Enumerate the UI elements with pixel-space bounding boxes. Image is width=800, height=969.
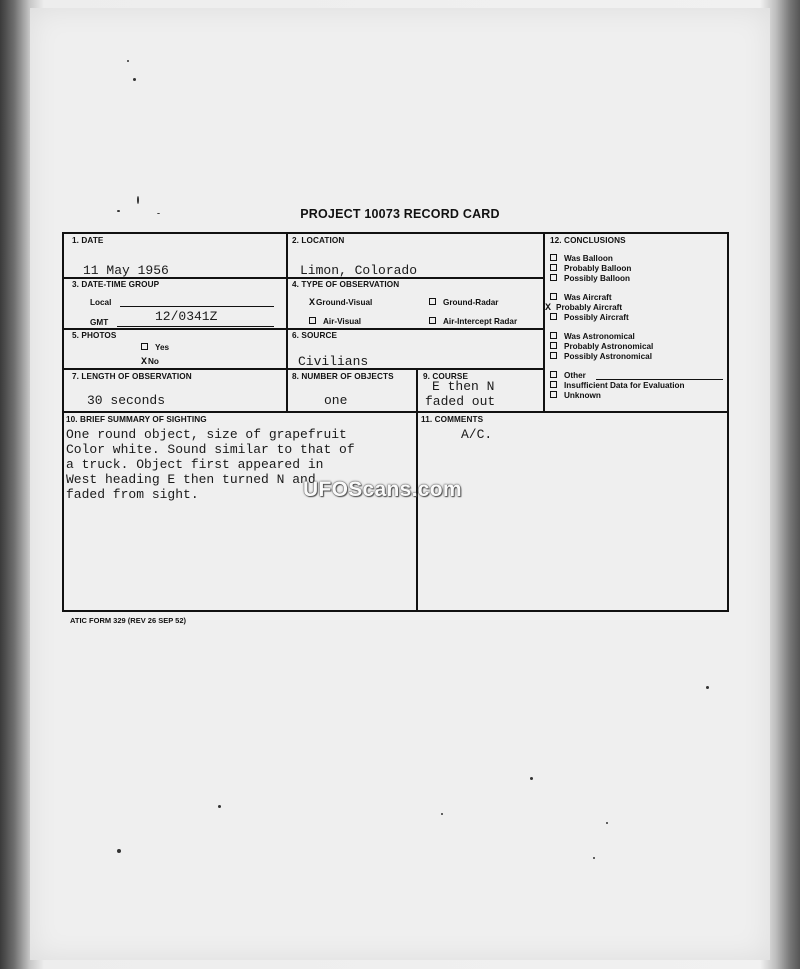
date-value: 11 May 1956 — [83, 263, 169, 278]
conclusion-text: Insufficient Data for Evaluation — [564, 381, 685, 390]
length-value: 30 seconds — [87, 393, 166, 408]
checkbox-icon — [550, 381, 557, 388]
photos-label: 5. PHOTOS — [72, 331, 117, 340]
option-ground-visual — [309, 298, 372, 309]
conclusion-text: Possibly Astronomical — [564, 352, 652, 361]
location-value: Limon, Colorado — [300, 263, 418, 278]
summary-line: West heading E then turned N and — [66, 472, 316, 487]
summary-line: Color white. Sound similar to that of — [66, 442, 355, 457]
comments-label: 11. COMMENTS — [421, 415, 484, 424]
conclusion-other — [550, 371, 586, 380]
dust-speck — [606, 822, 608, 824]
conclusion-text: Possibly Balloon — [564, 274, 630, 283]
source-value: Civilians — [298, 354, 369, 369]
option-air-intercept — [429, 317, 517, 326]
summary-line: One round object, size of grapefruit — [66, 427, 347, 442]
card-title: PROJECT 10073 RECORD CARD — [300, 207, 500, 221]
gmt-label: GMT — [90, 318, 109, 327]
air-visual-text: Air-Visual — [323, 317, 362, 326]
dust-speck — [530, 777, 533, 780]
divider — [286, 233, 288, 411]
option-photos-yes — [141, 343, 169, 352]
conclusions-label: 12. CONCLUSIONS — [550, 236, 626, 245]
checkbox-icon — [550, 371, 557, 378]
checkbox-icon — [309, 317, 316, 324]
dust-speck — [593, 857, 595, 859]
option-photos-no — [141, 357, 159, 368]
dust-speck — [218, 805, 221, 808]
checkbox-icon — [550, 264, 557, 271]
ground-radar-text: Ground-Radar — [443, 298, 499, 307]
checkbox-icon — [141, 343, 148, 350]
watermark: UFOScans.com — [303, 478, 462, 501]
local-underline — [120, 306, 274, 307]
divider — [63, 411, 728, 413]
photos-no-text: No — [148, 357, 159, 366]
conclusion-insufficient-data — [550, 381, 685, 390]
conclusion-text: Possibly Aircraft — [564, 313, 629, 322]
checkbox-icon — [550, 391, 557, 398]
gmt-value: 12/0341Z — [155, 309, 218, 324]
other-underline — [596, 379, 723, 380]
conclusion-possibly-aircraft — [550, 313, 629, 322]
summary-line: faded from sight. — [66, 487, 199, 502]
dust-speck — [137, 196, 139, 204]
checkbox-icon — [550, 352, 557, 359]
option-air-visual — [309, 317, 361, 326]
conclusion-text: Probably Astronomical — [564, 342, 654, 351]
dtg-label: 3. DATE-TIME GROUP — [72, 280, 160, 289]
number-label: 8. NUMBER OF OBJECTS — [292, 372, 394, 381]
source-label: 6. SOURCE — [292, 331, 338, 340]
length-label: 7. LENGTH OF OBSERVATION — [72, 372, 192, 381]
conclusion-text: Probably Aircraft — [556, 303, 623, 312]
conclusion-possibly-balloon — [550, 274, 630, 283]
checkbox-icon — [550, 254, 557, 261]
conclusion-unknown — [550, 391, 601, 400]
conclusion-text: Probably Balloon — [564, 264, 632, 273]
summary-line: a truck. Object first appeared in — [66, 457, 324, 472]
check-mark-icon: X — [309, 298, 316, 309]
checkbox-icon — [550, 274, 557, 281]
checkbox-icon — [429, 317, 436, 324]
checkbox-icon — [550, 293, 557, 300]
air-intercept-text: Air-Intercept Radar — [443, 317, 518, 326]
divider — [63, 328, 543, 330]
course-value-1: E then N — [432, 379, 495, 394]
checkbox-icon — [550, 313, 557, 320]
dust-speck — [441, 813, 443, 815]
gmt-underline — [117, 326, 274, 327]
conclusion-text: Unknown — [564, 391, 601, 400]
number-value: one — [324, 393, 348, 408]
comments-value: A/C. — [461, 427, 493, 442]
checkbox-icon — [550, 332, 557, 339]
ground-visual-text: Ground-Visual — [316, 298, 373, 307]
conclusion-was-balloon — [550, 254, 613, 263]
course-value-2: faded out — [425, 394, 496, 409]
divider — [543, 233, 545, 411]
summary-label: 10. BRIEF SUMMARY OF SIGHTING — [66, 415, 207, 424]
dust-speck — [117, 849, 121, 853]
dust-speck — [706, 686, 709, 689]
course-label: 9. COURSE — [423, 372, 469, 381]
check-mark-icon: X — [545, 303, 552, 314]
photos-yes-text: Yes — [155, 343, 170, 352]
dust-speck — [127, 60, 129, 62]
location-label: 2. LOCATION — [292, 236, 345, 245]
conclusion-was-astronomical — [550, 332, 635, 341]
checkbox-icon — [550, 342, 557, 349]
conclusion-text: Was Aircraft — [564, 293, 612, 302]
conclusion-text: Was Balloon — [564, 254, 613, 263]
conclusion-was-aircraft — [550, 293, 612, 302]
checkbox-icon — [429, 298, 436, 305]
local-label: Local — [90, 298, 112, 307]
conclusion-probably-astronomical — [550, 342, 653, 351]
conclusion-probably-balloon — [550, 264, 631, 273]
form-footer: ATIC FORM 329 (REV 26 SEP 52) — [70, 616, 187, 625]
check-mark-icon: X — [141, 357, 148, 368]
conclusion-possibly-astronomical — [550, 352, 652, 361]
date-label: 1. DATE — [72, 236, 104, 245]
conclusion-text: Was Astronomical — [564, 332, 635, 341]
type-observation-label: 4. TYPE OF OBSERVATION — [292, 280, 400, 289]
conclusion-text: Other — [564, 371, 586, 380]
dust-speck — [133, 78, 136, 81]
option-ground-radar — [429, 298, 499, 307]
